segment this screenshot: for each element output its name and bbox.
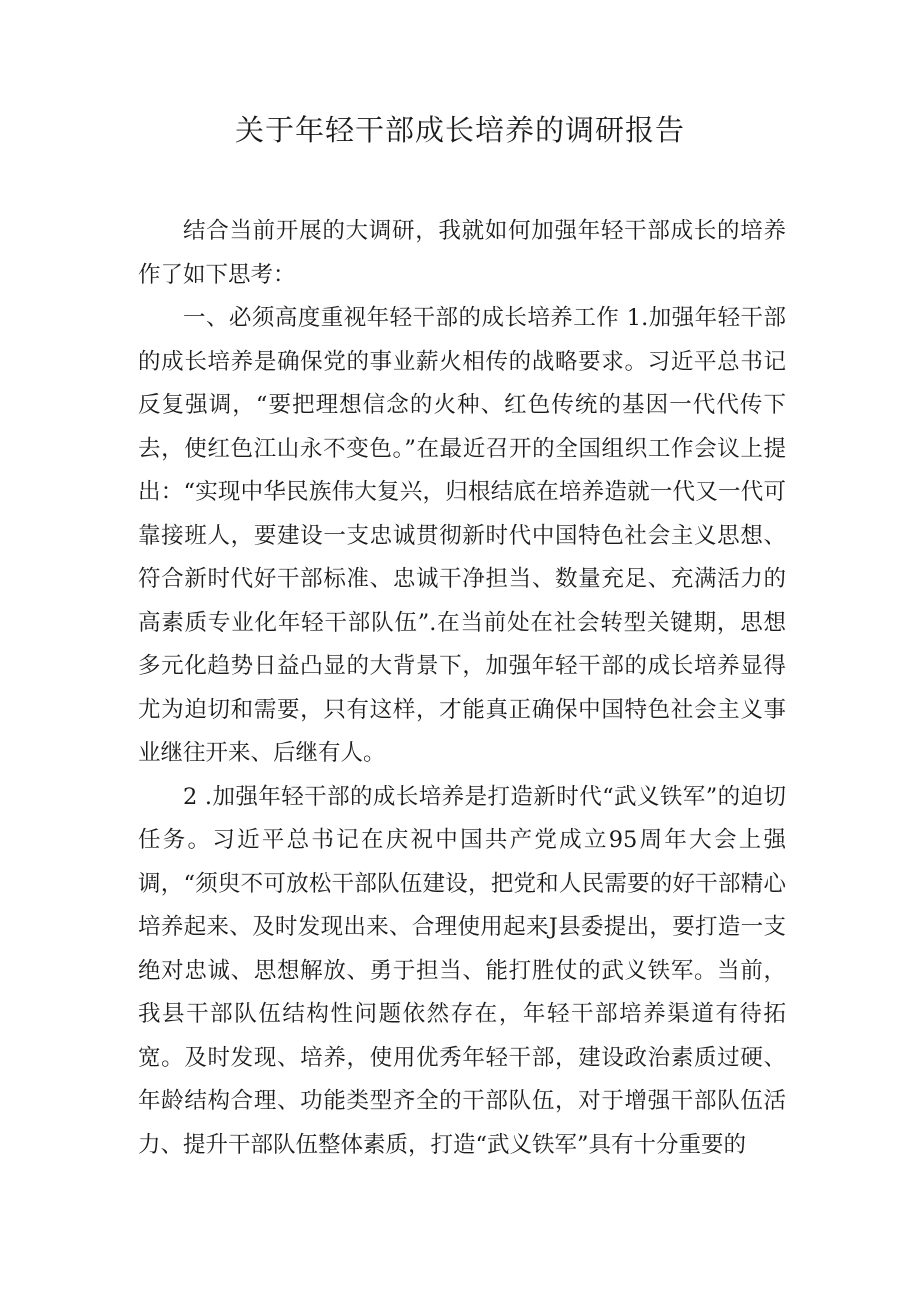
document-title: 关于年轻干部成长培养的调研报告	[234, 113, 685, 147]
document-body	[138, 210, 786, 1167]
paragraph-point-two: 2 .加强年轻干部的成长培养是打造新时代“武义铁军”的迫切任务。习近平总书记在庆祝中国共产党成立95周年大会上强调，“须臾不可放松干部队伍建设，把党和人民需要的好干部精心培养起来、及时发现出来、合理使用起来J县委提出，要打造一支绝对忠诚、思想解放、勇于担当、能打胜仗的武义铁军。当前，我县干部队伍结构性问题依然存在，年轻干部培养渠道有待拓宽。及时发现、培养，使用优秀年轻干部，建设政治素质过硬、年龄结构合理、功能类型齐全的干部队伍，对于增强干部队伍活力、提升干部队伍整体素质，打造“武义铁军”具有十分重要的	[138, 783, 786, 1158]
paragraph-section-one: 一、必须高度重视年轻干部的成长培养工作 1.加强年轻干部的成长培养是确保党的事业薪火相传的战略要求。习近平总书记反复强调，“要把理想信念的火种、红色传统的基因一代代传下去，使红色江山永不变色。”在最近召开的全国组织工作会议上提出：“实现中华民族伟大复兴，归根结底在培养造就一代又一代可靠接班人，要建设一支忠诚贯彻新时代中国特色社会主义思想、符合新时代好干部标准、忠诚干净担当、数量充足、充满活力的高素质专业化年轻干部队伍”.在当前处在社会转型关键期，思想多元化趋势日益凸显的大背景下，加强年轻干部的成长培养显得尤为迫切和需要，只有这样，才能真正确保中国特色社会主义事业继往开来、后继有人。	[138, 305, 786, 766]
paragraph-intro: 结合当前开展的大调研，我就如何加强年轻干部成长的培养作了如下思考：	[138, 218, 786, 288]
